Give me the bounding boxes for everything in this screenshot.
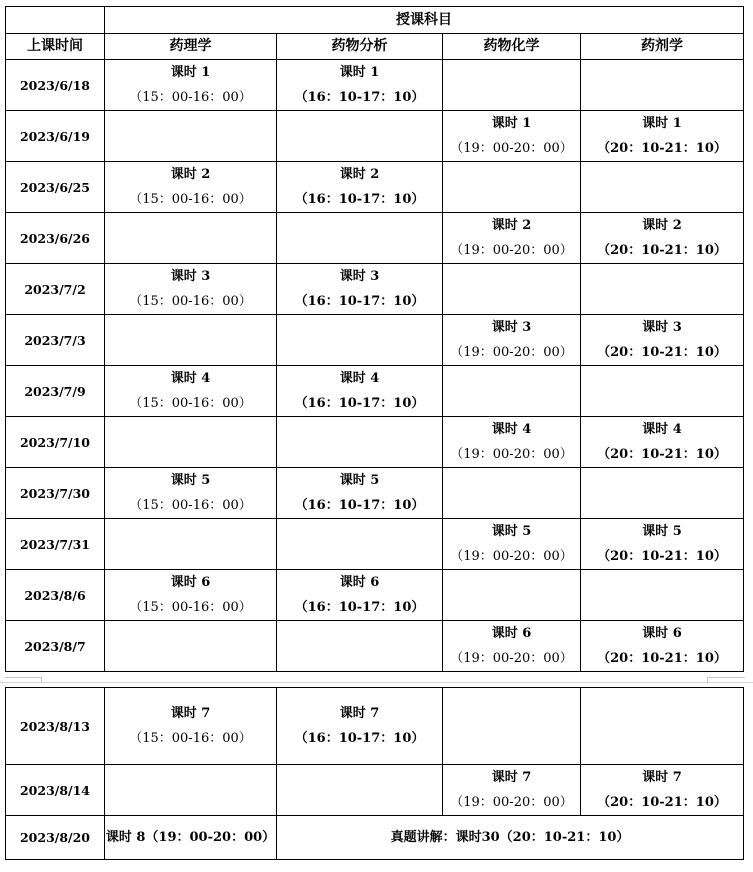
lesson-cell	[581, 111, 744, 162]
lesson-time: （15：00-16：00）	[129, 498, 252, 513]
table-row	[6, 468, 744, 519]
lesson-label: 课时 4	[491, 422, 532, 437]
lesson-cell	[581, 765, 744, 816]
lesson-cell	[277, 468, 443, 519]
date-cell: 2023/7/9	[6, 366, 105, 417]
lesson-cell	[581, 519, 744, 570]
lesson-cell	[443, 765, 581, 816]
page-break-rule	[0, 682, 753, 683]
lesson-time: （15：00-16：00）	[129, 396, 252, 411]
date-cell: 2023/8/6	[6, 570, 105, 621]
table-row	[6, 621, 744, 672]
lesson-time: （20：10-21：10）	[597, 141, 727, 156]
empty-cell	[581, 688, 744, 765]
subject-header: 药剂学	[581, 34, 744, 60]
lesson-label: 课时 3	[642, 320, 682, 335]
lesson-label: 课时 2	[491, 218, 532, 233]
schedule-body-continued	[6, 688, 744, 816]
lesson-time: （16：10-17：10）	[294, 192, 425, 207]
empty-cell	[105, 111, 277, 162]
date-cell: 2023/6/25	[6, 162, 105, 213]
table-row	[6, 417, 744, 468]
lesson-cell	[443, 315, 581, 366]
date-cell: 2023/7/30	[6, 468, 105, 519]
lesson-cell	[443, 519, 581, 570]
lesson-label: 课时 5	[170, 473, 211, 488]
lesson-cell	[581, 213, 744, 264]
empty-cell	[443, 366, 581, 417]
table-row	[6, 570, 744, 621]
lesson-label: 课时 3	[339, 269, 380, 284]
date-cell: 2023/7/10	[6, 417, 105, 468]
lesson-label: 课时 2	[642, 218, 682, 233]
lesson-label: 课时 1	[642, 116, 682, 131]
table-row	[6, 111, 744, 162]
empty-cell	[277, 519, 443, 570]
crop-mark	[5, 677, 42, 678]
lesson-cell	[277, 366, 443, 417]
lesson-cell	[105, 162, 277, 213]
lesson-time: （20：10-21：10）	[597, 345, 727, 360]
empty-cell	[443, 468, 581, 519]
empty-cell	[105, 519, 277, 570]
group-header: 授课科目	[105, 7, 744, 34]
lesson-time: （15：00-16：00）	[129, 192, 252, 207]
empty-cell	[443, 60, 581, 111]
lesson-time: （15：00-16：00）	[129, 731, 252, 746]
lesson-time: （16：10-17：10）	[294, 498, 425, 513]
date-cell: 2023/6/18	[6, 60, 105, 111]
empty-cell	[105, 621, 277, 672]
lesson-cell	[443, 621, 581, 672]
lesson-label: 课时 2	[170, 167, 211, 182]
crop-mark	[707, 677, 745, 678]
lesson-label: 课时 6	[642, 626, 682, 641]
lesson-cell	[443, 111, 581, 162]
empty-cell	[277, 621, 443, 672]
schedule-table-continued	[5, 687, 744, 860]
lesson-label: 课时 1	[170, 65, 211, 80]
empty-cell	[277, 417, 443, 468]
lesson-label: 课时 4	[339, 371, 380, 386]
lesson-label: 课时 6	[339, 575, 380, 590]
lesson-label: 课时 2	[339, 167, 380, 182]
empty-cell	[581, 162, 744, 213]
lesson-label: 课时 6	[491, 626, 532, 641]
lesson-cell	[277, 264, 443, 315]
lesson-cell	[105, 688, 277, 765]
table-row	[6, 816, 744, 860]
empty-cell	[277, 213, 443, 264]
empty-cell	[443, 162, 581, 213]
empty-cell	[581, 570, 744, 621]
empty-cell	[105, 765, 277, 816]
subject-header: 药物分析	[277, 34, 443, 60]
lesson-cell	[105, 570, 277, 621]
crop-mark	[41, 677, 42, 683]
lesson-cell	[105, 366, 277, 417]
lesson-time: （19：00-20：00）	[450, 651, 573, 666]
lesson-time: （19：00-20：00）	[450, 243, 573, 258]
lesson-cell	[443, 417, 581, 468]
lesson-time: （19：00-20：00）	[450, 447, 573, 462]
lesson-time: （19：00-20：00）	[450, 141, 573, 156]
lesson-time: （16：10-17：10）	[294, 90, 425, 105]
lesson-cell	[277, 570, 443, 621]
table-row	[6, 162, 744, 213]
empty-cell	[277, 111, 443, 162]
lesson-time: （16：10-17：10）	[294, 600, 425, 615]
empty-cell	[443, 264, 581, 315]
lesson-time: （20：10-21：10）	[597, 447, 727, 462]
lesson-cell	[277, 60, 443, 111]
lesson-time: （19：00-20：00）	[450, 345, 573, 360]
lesson-cell	[105, 264, 277, 315]
lesson-time: （15：00-16：00）	[129, 90, 252, 105]
empty-cell	[443, 688, 581, 765]
date-cell: 2023/7/2	[6, 264, 105, 315]
lesson-label: 课时 4	[170, 371, 211, 386]
page-break	[0, 677, 753, 687]
lesson-label: 课时 7	[339, 706, 380, 721]
lesson-label: 课时 5	[339, 473, 380, 488]
table-row	[6, 213, 744, 264]
lesson-cell	[581, 315, 744, 366]
empty-cell	[105, 213, 277, 264]
lesson-label: 课时 1	[339, 65, 380, 80]
lesson-time: （20：10-21：10）	[597, 651, 727, 666]
table-row	[6, 315, 744, 366]
date-cell: 2023/7/31	[6, 519, 105, 570]
time-header: 上课时间	[6, 34, 105, 60]
lesson-label: 课时 5	[491, 524, 532, 539]
subject-header: 药物化学	[443, 34, 581, 60]
lesson-time: （15：00-16：00）	[129, 600, 252, 615]
lesson-time: （16：10-17：10）	[294, 294, 425, 309]
table-row	[6, 60, 744, 111]
lesson-time: （16：10-17：10）	[294, 731, 425, 746]
lesson-cell	[581, 621, 744, 672]
lesson-label: 课时 7	[491, 770, 532, 785]
lesson-cell	[277, 162, 443, 213]
table-row	[6, 264, 744, 315]
table-row	[6, 688, 744, 765]
empty-cell	[277, 315, 443, 366]
empty-cell	[581, 468, 744, 519]
table-row	[6, 765, 744, 816]
empty-cell	[105, 417, 277, 468]
empty-cell	[443, 570, 581, 621]
lesson-time: （20：10-21：10）	[597, 549, 727, 564]
date-cell: 2023/8/13	[6, 688, 105, 765]
lesson-time: （20：10-21：10）	[597, 795, 727, 810]
lesson-label: 课时 3	[170, 269, 211, 284]
date-cell: 2023/8/20	[6, 816, 105, 860]
lesson-time: （19：00-20：00）	[450, 795, 573, 810]
lesson-label: 课时 4	[642, 422, 682, 437]
empty-cell	[581, 264, 744, 315]
lesson-time: （20：10-21：10）	[597, 243, 727, 258]
table-row	[6, 519, 744, 570]
lesson-cell	[105, 468, 277, 519]
lesson-label: 课时 5	[642, 524, 682, 539]
lesson-label: 课时 6	[170, 575, 211, 590]
date-cell: 2023/8/7	[6, 621, 105, 672]
schedule-body	[6, 60, 744, 672]
schedule-table	[5, 6, 744, 672]
empty-cell	[105, 315, 277, 366]
lesson-cell	[581, 417, 744, 468]
lesson-label: 课时 7	[170, 706, 211, 721]
date-cell: 2023/6/26	[6, 213, 105, 264]
merged-lesson-cell: 真题讲解：课时30（20：10-21：10）	[277, 816, 744, 860]
empty-cell	[277, 765, 443, 816]
empty-cell	[581, 366, 744, 417]
lesson-cell	[105, 60, 277, 111]
lesson-cell	[443, 213, 581, 264]
date-cell: 2023/7/3	[6, 315, 105, 366]
lesson-time: （15：00-16：00）	[129, 294, 252, 309]
date-cell: 2023/6/19	[6, 111, 105, 162]
subject-header: 药理学	[105, 34, 277, 60]
corner-cell	[6, 7, 105, 34]
table-row	[6, 366, 744, 417]
lesson-cell: 课时 8（19：00-20：00）	[105, 816, 277, 860]
lesson-time: （16：10-17：10）	[294, 396, 425, 411]
lesson-label: 课时 7	[642, 770, 682, 785]
lesson-time: （19：00-20：00）	[450, 549, 573, 564]
date-cell: 2023/8/14	[6, 765, 105, 816]
lesson-label: 课时 3	[491, 320, 532, 335]
lesson-label: 课时 1	[491, 116, 532, 131]
lesson-cell	[277, 688, 443, 765]
empty-cell	[581, 60, 744, 111]
